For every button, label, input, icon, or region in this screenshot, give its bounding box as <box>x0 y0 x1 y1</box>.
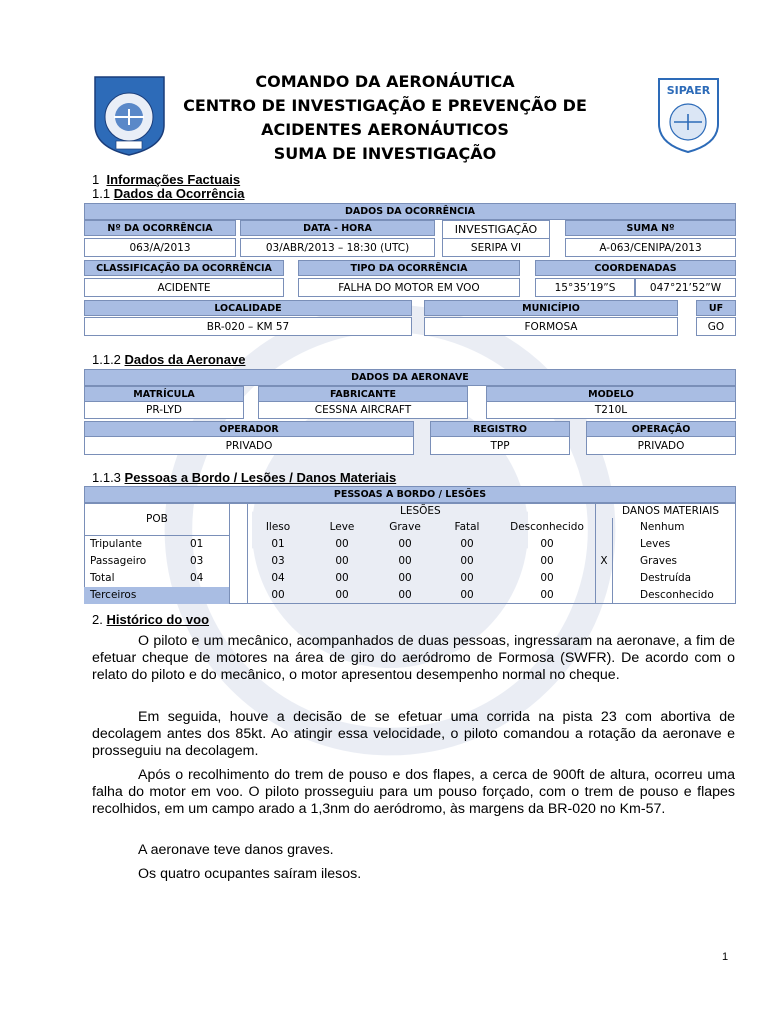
danos-item: Leves <box>640 538 671 550</box>
lesoes-col-desconhecido: Desconhecido <box>510 521 584 533</box>
section-1-1-2-number: 1.1.2 <box>92 352 121 367</box>
section-1-1-3-title: Pessoas a Bordo / Lesões / Danos Materiais <box>124 470 397 485</box>
coordenada-latitude: 15°35’19”S <box>535 278 635 297</box>
row-value: 00 <box>398 589 412 601</box>
row-label: Total <box>90 572 115 584</box>
municipio-label: MUNICÍPIO <box>424 300 678 316</box>
grid-divider <box>595 503 596 604</box>
row-value: 00 <box>540 538 554 550</box>
section-1-1-3-heading <box>92 470 396 485</box>
header-line-1: COMANDO DA AERONÁUTICA <box>255 72 515 91</box>
localidade-value: BR-020 – KM 57 <box>84 317 412 336</box>
row-label: Tripulante <box>90 538 143 550</box>
lesoes-col-grave: Grave <box>389 521 421 533</box>
row-value: 00 <box>460 572 474 584</box>
historico-paragraph-4: A aeronave teve danos graves. <box>138 842 334 858</box>
uf-value: GO <box>696 317 736 336</box>
grid-divider <box>229 503 230 604</box>
danos-item: Graves <box>640 555 678 567</box>
page-number: 1 <box>722 951 729 963</box>
lesoes-label: LESÕES <box>400 505 441 517</box>
localidade-label: LOCALIDADE <box>84 300 412 316</box>
investigacao-label: INVESTIGAÇÃO <box>442 220 550 239</box>
row-value: 03 <box>271 555 285 567</box>
ocorrencia-num-label: Nº DA OCORRÊNCIA <box>84 220 236 236</box>
row-value: 00 <box>540 572 554 584</box>
section-1-number: 1 <box>92 172 100 187</box>
lesoes-col-leve: Leve <box>329 521 355 533</box>
row-value: 00 <box>335 572 349 584</box>
row-pob: 01 <box>190 538 204 550</box>
pob-label: POB <box>146 513 168 525</box>
row-pob: 03 <box>190 555 204 567</box>
header-line-4: SUMA DE INVESTIGAÇÃO <box>273 144 497 163</box>
section-1-1-3-number: 1.1.3 <box>92 470 121 485</box>
row-value: 00 <box>398 555 412 567</box>
fabricante-label: FABRICANTE <box>258 386 468 402</box>
row-value: 00 <box>460 589 474 601</box>
lesoes-col-ileso: Ileso <box>265 521 291 533</box>
danos-mark: X <box>600 555 608 567</box>
row-value: 00 <box>540 555 554 567</box>
danos-label: DANOS MATERIAIS <box>622 505 720 517</box>
row-value: 00 <box>335 589 349 601</box>
grid-divider <box>84 535 229 536</box>
ocorrencia-num-value: 063/A/2013 <box>84 238 236 257</box>
pessoas-table-title: PESSOAS A BORDO / LESÕES <box>84 486 736 503</box>
danos-item: Desconhecido <box>640 589 714 601</box>
historico-paragraph-1: O piloto e um mecânico, acompanhados de duas pessoas, ingressaram na aeronave, a fim de efetuar cheque de motores na área de giro do aeródromo de Formosa (SWFR). De acordo com o relato do piloto e do mecânico, o motor apresentou desempenho normal no cheque. <box>92 633 735 683</box>
header-line-3: ACIDENTES AERONÁUTICOS <box>261 120 509 139</box>
row-value: 00 <box>540 589 554 601</box>
row-value: 00 <box>460 555 474 567</box>
operacao-label: OPERAÇÃO <box>586 421 736 437</box>
coordenadas-label: COORDENADAS <box>535 260 736 276</box>
row-value: 00 <box>271 589 285 601</box>
row-value: 00 <box>460 538 474 550</box>
data-hora-value: 03/ABR/2013 – 18:30 (UTC) <box>240 238 435 257</box>
aeronave-table-title: DADOS DA AERONAVE <box>84 369 736 386</box>
section-1-1-2-title: Dados da Aeronave <box>124 352 246 367</box>
registro-value: TPP <box>430 436 570 455</box>
row-value: 04 <box>271 572 285 584</box>
document-header <box>150 70 620 166</box>
municipio-value: FORMOSA <box>424 317 678 336</box>
header-line-2: CENTRO DE INVESTIGAÇÃO E PREVENÇÃO DE <box>183 96 587 115</box>
suma-num-value: A-063/CENIPA/2013 <box>565 238 736 257</box>
grid-divider <box>247 503 248 604</box>
section-2-number: 2. <box>92 612 103 627</box>
suma-num-label: SUMA Nº <box>565 220 736 236</box>
fabricante-value: CESSNA AIRCRAFT <box>258 401 468 419</box>
row-value: 00 <box>398 572 412 584</box>
row-pob: 04 <box>190 572 204 584</box>
historico-paragraph-3: Após o recolhimento do trem de pouso e dos flapes, a cerca de 900ft de altura, ocorreu uma falha do motor em voo. O piloto prosseguiu para um pouso forçado, com o trem de pouso e flapes recolhidos, em um campo arado a 1,3nm do aeródromo, às margens da BR-020 no Km-57. <box>92 767 735 817</box>
section-1-title: Informações Factuais <box>106 172 241 187</box>
section-2-title: Histórico do voo <box>106 612 210 627</box>
section-1-1-heading <box>92 186 244 201</box>
danos-item: Nenhum <box>640 521 685 533</box>
section-1-1-title: Dados da Ocorrência <box>113 186 245 201</box>
section-1-heading <box>92 172 240 187</box>
registro-label: REGISTRO <box>430 421 570 437</box>
historico-paragraph-2: Em seguida, houve a decisão de se efetuar uma corrida na pista 23 com abortiva de decolagem antes dos 85kt. Ao atingir essa velocidade, o piloto comandou a rotação da aeronave e prosseguiu na decolagem. <box>92 709 735 759</box>
row-label: Passageiro <box>90 555 147 567</box>
uf-label: UF <box>696 300 736 316</box>
row-value: 00 <box>335 538 349 550</box>
sipaer-logo-text: SIPAER <box>666 84 711 97</box>
grid-divider <box>612 518 613 604</box>
section-2-heading <box>92 612 209 627</box>
row-value: 01 <box>271 538 285 550</box>
section-1-1-number: 1.1 <box>92 186 111 201</box>
classificacao-label: CLASSIFICAÇÃO DA OCORRÊNCIA <box>84 260 284 276</box>
danos-item: Destruída <box>640 572 692 584</box>
lesoes-col-fatal: Fatal <box>454 521 480 533</box>
modelo-label: MODELO <box>486 386 736 402</box>
tipo-ocorrencia-value: FALHA DO MOTOR EM VOO <box>298 278 520 297</box>
row-value: 00 <box>335 555 349 567</box>
ocorrencia-table-title: DADOS DA OCORRÊNCIA <box>84 203 736 220</box>
section-1-1-2-heading <box>92 352 245 367</box>
row-label: Terceiros <box>90 589 137 601</box>
matricula-label: MATRÍCULA <box>84 386 244 402</box>
matricula-value: PR-LYD <box>84 401 244 419</box>
classificacao-value: ACIDENTE <box>84 278 284 297</box>
operador-label: OPERADOR <box>84 421 414 437</box>
row-value: 00 <box>398 538 412 550</box>
historico-paragraph-5: Os quatro ocupantes saíram ilesos. <box>138 866 362 882</box>
tipo-ocorrencia-label: TIPO DA OCORRÊNCIA <box>298 260 520 276</box>
modelo-value: T210L <box>486 401 736 419</box>
operador-value: PRIVADO <box>84 436 414 455</box>
operacao-value: PRIVADO <box>586 436 736 455</box>
investigacao-value: SERIPA VI <box>442 238 550 257</box>
data-hora-label: DATA - HORA <box>240 220 435 236</box>
coordenada-longitude: 047°21’52”W <box>635 278 736 297</box>
